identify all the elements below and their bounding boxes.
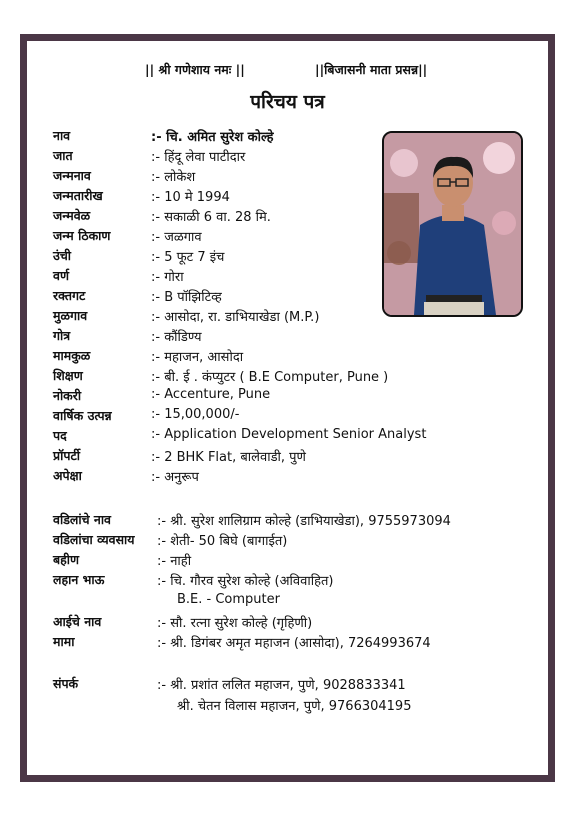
page-border: || श्री गणेशाय नमः || ||बिजासनी माता प्रसन्न|| परिचय पत्र नाव :- चि. अमित सुरेश कोल्हे जात :- हिंदू लेवा पाटीदार जन्मनाव :- लोकेश जन्मतारीख :- 10 मे 1994 जन्मवेळ :- सकाळी 6 वा. 28 मि. जन्म ठिकाण :- जळगाव उंची :- 5 फूट 7 इंच वर्ण :- गोरा रक्तगट :- B पॉझिटिव्ह मुळगाव :- आसोदा, रा. डाभियाखेडा (M.P.) गोत्र :- कौंडिण्य मामकुळ :- महाजन, आसोदा शिक्षण :- बी. ई . कंप्युटर ( B.E Computer, Pune ) नोकरी :- Accenture, Pune वार्षिक उत्पन्न :- 15,00,000/- पद :- Application Development Senior Analyst प्रॉपर्टी :- 2 BHK Flat, बालेवाडी, पुणे अपेक्षा :- अनुरूप वडिलांचे नाव :- श्री. सुरेश शालिग्राम कोल्हे (डाभियाखेडा), 9755973094 वडिलांचा व्यवसाय :- शेती- 50 बिघे (बागाईत) बहीण :- नाही लहान भाऊ :- चि. गौरव सुरेश कोल्हे (अविवाहित) B.E. - Computer आईचे नाव :- सौ. रत्ना सुरेश कोल्हे (गृहिणी) मामा :- श्री. डिगंबर अमृत महाजन (आसोदा), 7264993674 संपर्क :- श्री. प्रशांत ललित महाजन, पुणे, 9028833341 श्री. चेतन विलास महाजन, पुणे, 9766304195: [20, 34, 555, 782]
page-title: परिचय पत्र: [250, 91, 325, 113]
brother-education: B.E. - Computer: [177, 592, 280, 607]
contact-line-2: श्री. चेतन विलास महाजन, पुणे, 9766304195: [177, 699, 412, 714]
ganesh-invocation: || श्री गणेशाय नमः ||: [145, 62, 245, 77]
header-invocations: [27, 61, 548, 81]
bijasani-invocation: ||बिजासनी माता प्रसन्न||: [315, 62, 428, 77]
person-illustration: [384, 133, 521, 315]
profile-photo: [382, 131, 523, 317]
